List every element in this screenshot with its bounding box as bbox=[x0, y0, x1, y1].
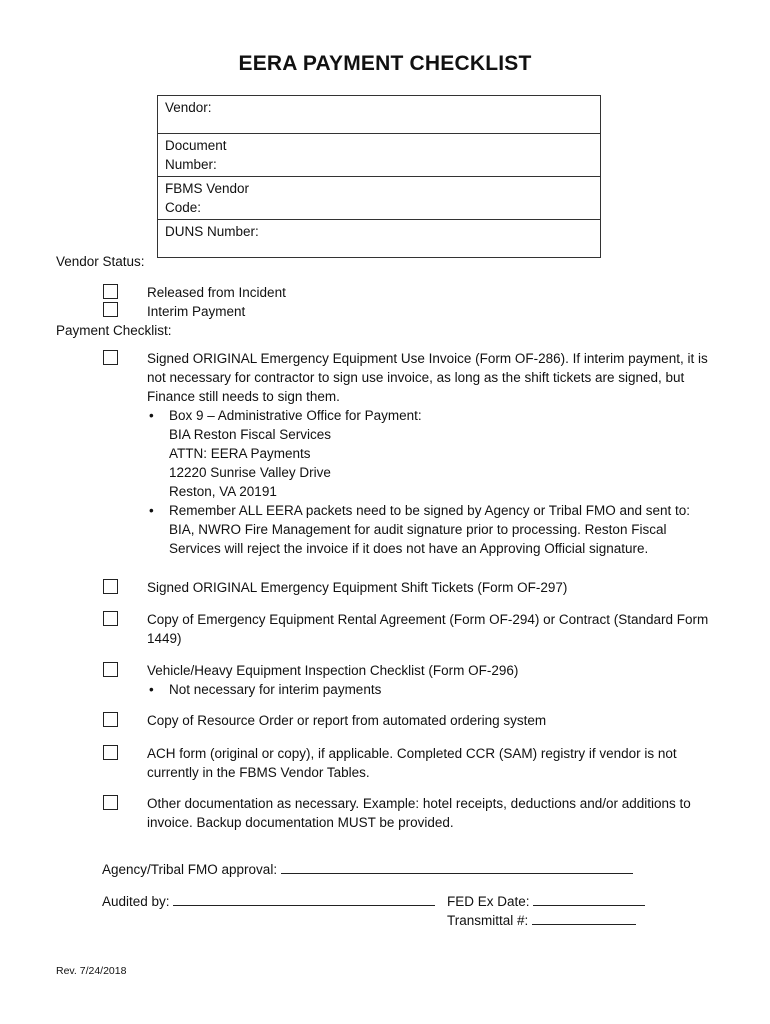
address-line: Reston, VA 20191 bbox=[169, 484, 277, 499]
page-title: EERA PAYMENT CHECKLIST bbox=[238, 52, 532, 75]
fedex-date-row bbox=[447, 891, 645, 911]
of294-checkbox[interactable] bbox=[103, 611, 118, 626]
fbms-vendor-code-label: FBMS Vendor Code: bbox=[165, 181, 250, 215]
transmittal-line[interactable] bbox=[532, 910, 636, 925]
bullet-text: Not necessary for interim payments bbox=[169, 682, 382, 697]
fmo-approval-label: Agency/Tribal FMO approval: bbox=[102, 862, 278, 877]
audited-by-line[interactable] bbox=[173, 891, 435, 906]
vendor-field[interactable] bbox=[158, 96, 601, 134]
of286-item bbox=[147, 349, 717, 558]
of296-text: Vehicle/Heavy Equipment Inspection Checklist (Form OF-296) bbox=[147, 663, 519, 678]
resource-order-checkbox[interactable] bbox=[103, 712, 118, 727]
of296-item bbox=[147, 661, 717, 699]
fedex-date-label: FED Ex Date: bbox=[447, 894, 530, 909]
other-docs-checkbox[interactable] bbox=[103, 795, 118, 810]
bullet-text: • Remember ALL EERA packets need to be signed by Agency or Tribal FMO and sent to: BIA, NWRO Fire Management for audit signature prior to processing. Reston Fiscal Services will reject the invoice if it does not have an Approving Official signature. bbox=[169, 503, 691, 556]
of286-checkbox[interactable] bbox=[103, 350, 118, 365]
address-line: • Box 9 – Administrative Office for Payment: bbox=[169, 408, 422, 423]
address-line: BIA Reston Fiscal Services bbox=[169, 427, 332, 442]
of286-bullets bbox=[147, 406, 717, 558]
released-label: Released from Incident bbox=[147, 285, 286, 300]
duns-number-label: DUNS Number: bbox=[165, 224, 259, 239]
fmo-approval-line[interactable] bbox=[281, 859, 633, 874]
other-docs-item: Other documentation as necessary. Example: hotel receipts, deductions and/or additions to invoice. Backup documentation MUST be provided. bbox=[147, 796, 691, 830]
of286-text: Signed ORIGINAL Emergency Equipment Use Invoice (Form OF-286). If interim payment, it is not necessary for contractor to sign use invoice, as long as the shift tickets are signed, but Finance still needs to sign them. bbox=[147, 351, 708, 404]
of294-item: Copy of Emergency Equipment Rental Agreement (Form OF-294) or Contract (Standard Form 1449) bbox=[147, 612, 709, 646]
ach-item: ACH form (original or copy), if applicable. Completed CCR (SAM) registry if vendor is not currently in the FBMS Vendor Tables. bbox=[147, 746, 677, 780]
revision-date: Rev. 7/24/2018 bbox=[56, 965, 127, 977]
resource-order-item: Copy of Resource Order or report from automated ordering system bbox=[147, 713, 547, 728]
bullet-item bbox=[147, 680, 717, 699]
vendor-info-table bbox=[157, 95, 601, 258]
fmo-approval-row bbox=[102, 859, 633, 879]
released-checkbox[interactable] bbox=[103, 284, 118, 299]
payment-checklist-label: Payment Checklist: bbox=[56, 323, 172, 338]
document-number-field[interactable] bbox=[158, 134, 601, 177]
transmittal-label: Transmittal #: bbox=[447, 913, 529, 928]
transmittal-row bbox=[447, 910, 636, 930]
fedex-date-line[interactable] bbox=[533, 891, 645, 906]
audited-by-row bbox=[102, 891, 435, 911]
audited-by-label: Audited by: bbox=[102, 894, 170, 909]
fbms-vendor-code-field[interactable] bbox=[158, 177, 601, 220]
of296-bullets bbox=[147, 680, 717, 699]
interim-label: Interim Payment bbox=[147, 304, 246, 319]
of296-checkbox[interactable] bbox=[103, 662, 118, 677]
document-number-label: Document Number: bbox=[165, 138, 227, 172]
of297-checkbox[interactable] bbox=[103, 579, 118, 594]
of297-item: Signed ORIGINAL Emergency Equipment Shift Tickets (Form OF-297) bbox=[147, 580, 568, 595]
ach-checkbox[interactable] bbox=[103, 745, 118, 760]
duns-number-field[interactable] bbox=[158, 220, 601, 258]
bullet-item bbox=[147, 501, 717, 558]
vendor-label: Vendor: bbox=[165, 100, 212, 115]
bullet-item bbox=[147, 406, 717, 501]
vendor-status-label: Vendor Status: bbox=[56, 254, 145, 269]
address-line: ATTN: EERA Payments bbox=[169, 446, 311, 461]
interim-checkbox[interactable] bbox=[103, 302, 118, 317]
address-line: 12220 Sunrise Valley Drive bbox=[169, 465, 331, 480]
